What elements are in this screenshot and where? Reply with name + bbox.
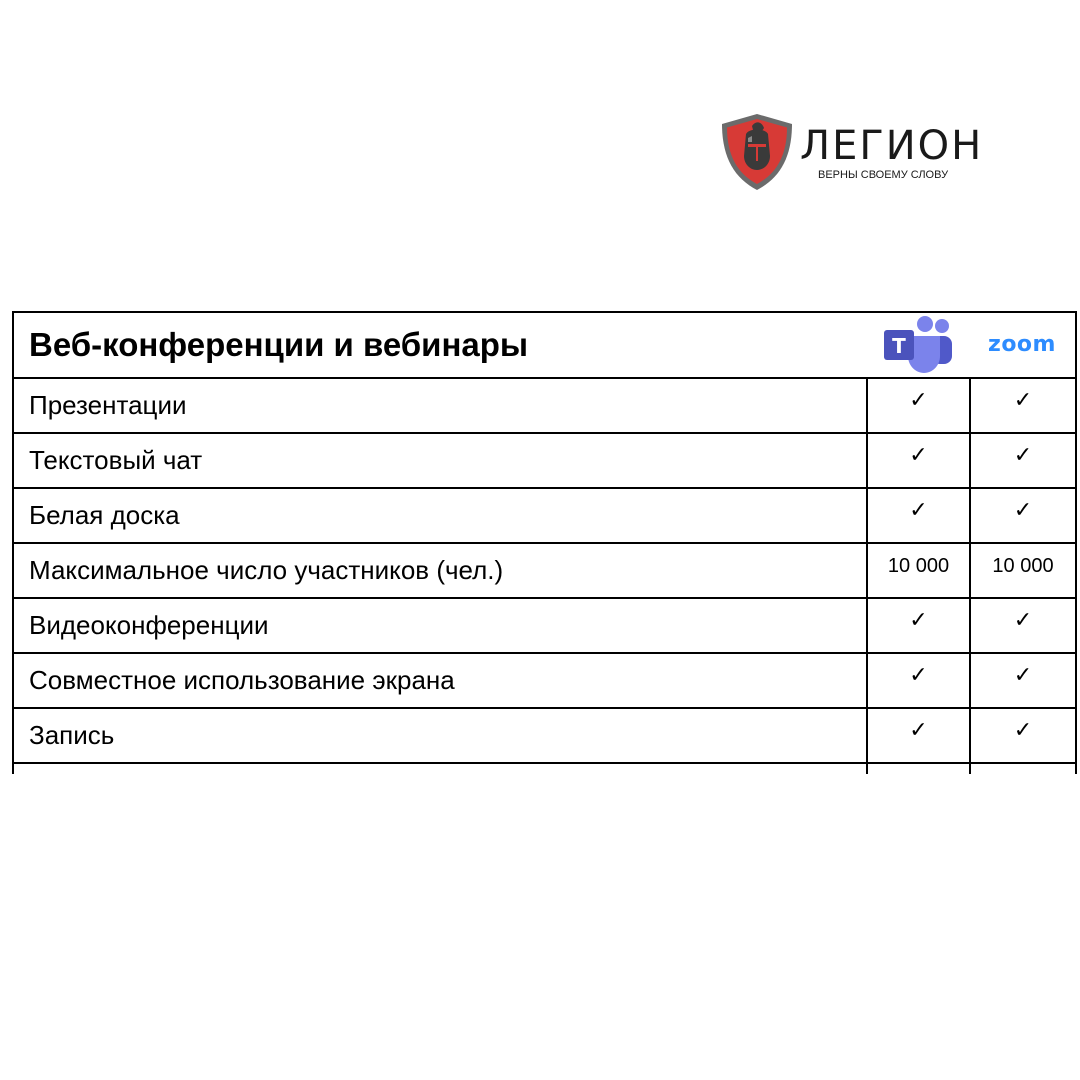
comparison-table <box>12 311 1077 764</box>
max-participants-value: 10 000 <box>887 555 950 577</box>
checkmark-icon: ✓ <box>909 663 928 688</box>
table-row <box>14 434 1075 489</box>
checkmark-icon: ✓ <box>909 443 928 468</box>
checkmark-icon: ✓ <box>1013 443 1033 468</box>
max-participants-value: 10 000 <box>992 555 1054 577</box>
row-label: Презентации <box>29 390 187 420</box>
zoom-column-header <box>969 313 1075 377</box>
zoom-cell <box>969 544 1075 597</box>
brand-logo <box>718 112 984 194</box>
zoom-cell <box>969 434 1075 487</box>
row-label: Максимальное число участников (чел.) <box>29 555 504 585</box>
tail-line-col1 <box>866 764 868 774</box>
teams-column-header <box>866 313 969 377</box>
table-row <box>14 654 1075 709</box>
checkmark-icon: ✓ <box>909 388 928 413</box>
zoom-cell <box>969 379 1075 432</box>
row-label: Белая доска <box>29 500 180 530</box>
table-row <box>14 709 1075 764</box>
checkmark-icon: ✓ <box>909 498 928 523</box>
zoom-cell <box>969 654 1075 707</box>
table-title: Веб-конференции и вебинары <box>29 326 529 363</box>
teams-cell <box>866 379 969 432</box>
row-label: Запись <box>29 720 115 750</box>
checkmark-icon: ✓ <box>1013 663 1033 688</box>
tail-line-left <box>12 764 14 774</box>
row-label: Совместное использование экрана <box>29 665 455 695</box>
knight-helmet-shield-icon <box>718 112 796 192</box>
table-row <box>14 379 1075 434</box>
tail-line-col2 <box>969 764 971 774</box>
checkmark-icon: ✓ <box>909 608 928 633</box>
zoom-cell <box>969 599 1075 652</box>
checkmark-icon: ✓ <box>1013 608 1033 633</box>
teams-cell <box>866 599 969 652</box>
zoom-cell <box>969 489 1075 542</box>
teams-cell <box>866 709 969 762</box>
checkmark-icon: ✓ <box>1013 718 1033 743</box>
brand-title: ЛЕГИОН <box>800 123 984 169</box>
table-row <box>14 599 1075 654</box>
checkmark-icon: ✓ <box>1013 498 1033 523</box>
table-row <box>14 544 1075 599</box>
zoom-cell <box>969 709 1075 762</box>
teams-cell <box>866 489 969 542</box>
microsoft-teams-logo-icon <box>882 316 954 374</box>
row-label: Текстовый чат <box>29 445 203 475</box>
table-row <box>14 489 1075 544</box>
zoom-logo: zoom <box>988 331 1056 357</box>
checkmark-icon: ✓ <box>1013 388 1033 413</box>
table-tail-lines <box>14 764 1075 774</box>
teams-cell <box>866 544 969 597</box>
checkmark-icon: ✓ <box>909 718 928 743</box>
table-header-row <box>14 313 1075 379</box>
teams-cell <box>866 434 969 487</box>
tail-line-right <box>1075 764 1077 774</box>
row-label: Видеоконференции <box>29 610 269 640</box>
teams-cell <box>866 654 969 707</box>
teams-logo-letter: T <box>891 334 906 358</box>
brand-tagline: ВЕРНЫ СВОЕМУ СЛОВУ <box>818 169 949 181</box>
